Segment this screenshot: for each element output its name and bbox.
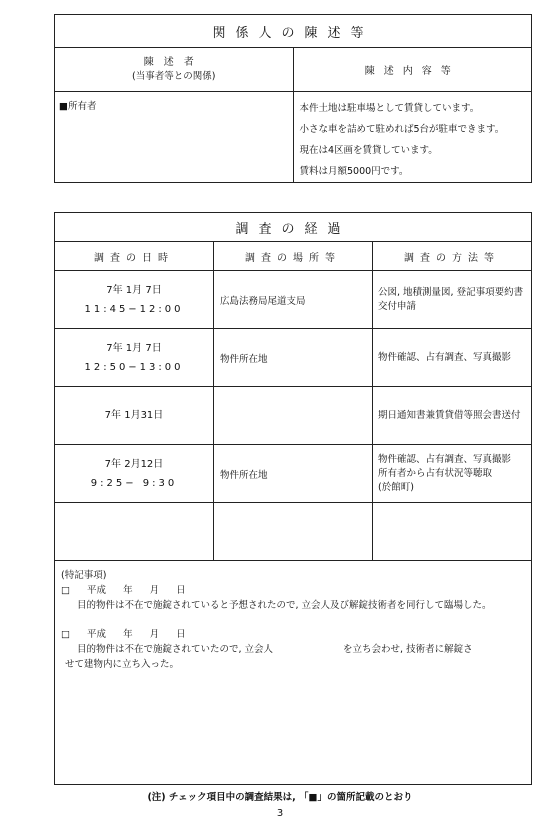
statements-title: 関係人の陳述等: [55, 15, 532, 48]
survey-method-line: 公図, 地積測量図, 登記事項要約書: [378, 286, 524, 298]
survey-date-day: 7年 1月31日: [104, 410, 164, 421]
note-day: 日: [176, 585, 186, 596]
survey-date-day: 7年 2月12日: [104, 458, 164, 470]
note-month: 月: [149, 585, 160, 596]
stater-header-label: 陳述者: [143, 56, 204, 68]
special-note-text-b: を立ち会わせ, 技術者に解錠さ: [343, 644, 473, 655]
survey-row: [55, 271, 532, 329]
survey-date: [55, 387, 214, 445]
survey-date-day: 7年 1月 7日: [106, 284, 162, 296]
survey-place-header: 調査の場所等: [214, 242, 373, 271]
survey-row: [55, 387, 532, 445]
survey-table: [54, 212, 532, 785]
special-notes-label: (特記事項): [61, 570, 107, 581]
survey-date-time: 12:50−13:00: [84, 361, 184, 373]
note-year: 年: [123, 629, 133, 640]
special-note-date: [61, 583, 527, 598]
survey-method: [373, 445, 532, 503]
survey-method-line: 期日通知書兼賃貸借等照会書送付: [378, 409, 521, 421]
survey-date: [55, 445, 214, 503]
statement-line: 賃料は月額5000円です。: [299, 166, 409, 177]
survey-method: [373, 329, 532, 387]
note-day: 日: [176, 629, 186, 640]
special-note-text-c: せて建物内に立ち入った。: [65, 659, 180, 670]
survey-title: 調査の経過: [55, 213, 532, 242]
statement-line: 本件土地は駐車場として賃貸しています。: [299, 103, 480, 114]
survey-date-time: 11:45−12:00: [84, 303, 184, 315]
survey-method-line: 交付申請: [378, 300, 417, 312]
note-year: 年: [123, 585, 133, 596]
survey-method-line: 所有者から占有状況等聴取: [378, 467, 493, 479]
survey-row: [55, 445, 532, 503]
survey-method: [373, 503, 532, 561]
note-checkbox[interactable]: □: [61, 585, 70, 596]
survey-row: [55, 503, 532, 561]
note-era: 平成: [87, 629, 107, 640]
stater-header: [55, 48, 294, 92]
statement-line: 現在は4区画を賃貸しています。: [299, 145, 438, 156]
special-note-text: 目的物件は不在で施錠されていると予想されたので, 立会人及び解錠技術者を同行して臨場した。: [77, 600, 492, 611]
page-number: 3: [276, 808, 284, 819]
survey-date: [55, 329, 214, 387]
survey-method-line: 物件確認、占有調査、写真撮影: [378, 453, 512, 465]
survey-date: [55, 503, 214, 561]
special-notes: [55, 561, 532, 785]
note-era: 平成: [87, 585, 107, 596]
special-note-text-a: 目的物件は不在で施錠されていたので, 立会人: [77, 644, 274, 655]
survey-method-line: (於館町): [378, 481, 414, 493]
survey-method-line: 物件確認、占有調査、写真撮影: [378, 351, 512, 363]
statement-content: [293, 92, 532, 183]
survey-date-header: 調査の日時: [55, 242, 214, 271]
survey-date-day: 7年 1月 7日: [106, 342, 162, 354]
survey-place: 広島法務局尾道支局: [214, 271, 373, 329]
special-note-date: [61, 627, 527, 642]
survey-method: [373, 387, 532, 445]
footnote: (注) チェック項目中の調査結果は, 「■」の箇所記載のとおり: [147, 792, 413, 803]
note-month: 月: [149, 629, 160, 640]
survey-place: [214, 387, 373, 445]
survey-place: 物件所在地: [214, 445, 373, 503]
survey-date-time: 9:25− 9:30: [90, 477, 178, 489]
note-checkbox[interactable]: □: [61, 629, 70, 640]
statement-line: 小さな車を詰めて駐めれば5台が駐車できます。: [299, 124, 505, 135]
stater-header-sub: (当事者等との関係): [132, 70, 216, 82]
statement-content-header: 陳述内容等: [293, 48, 532, 92]
special-note: [61, 583, 527, 613]
stater-role: ■所有者: [55, 92, 294, 183]
survey-method: [373, 271, 532, 329]
special-note-text: [61, 642, 527, 657]
survey-row: [55, 329, 532, 387]
survey-date: [55, 271, 214, 329]
survey-place: 物件所在地: [214, 329, 373, 387]
survey-place: [214, 503, 373, 561]
special-note: [61, 627, 527, 672]
statements-table: [54, 14, 532, 183]
survey-method-header: 調査の方法等: [373, 242, 532, 271]
